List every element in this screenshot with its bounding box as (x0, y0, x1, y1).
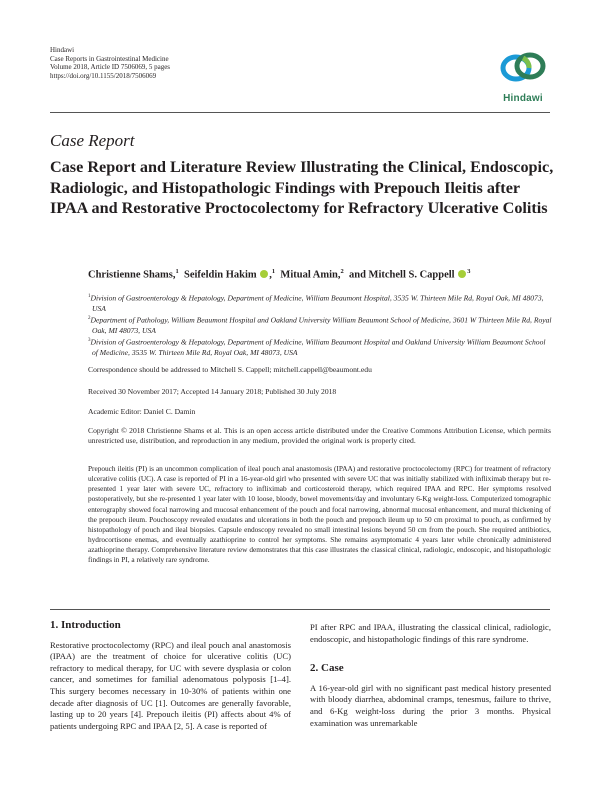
author-list (88, 268, 470, 281)
abstract-divider (50, 609, 550, 610)
affiliation (88, 292, 553, 314)
hindawi-logo[interactable] (497, 47, 549, 105)
volume-line: Volume 2018, Article ID 7506069, 5 pages (50, 63, 171, 72)
right-column (310, 622, 551, 729)
author-sup: 2 (340, 268, 344, 275)
dates: Received 30 November 2017; Accepted 14 January 2018; Published 30 July 2018 (88, 387, 337, 396)
abstract: Prepouch ileitis (PI) is an uncommon complication of ileal pouch anal anastomosis (IPAA) and restorative proctocolectomy (RPC) for treatment of refractory ulcerative colitis (UC). A case is reported of PI in a 16-year-old girl who presented with severe UC that was initially stabilized with infliximab therapy but re-presented 1 year later with severe UC, refractory to infliximab and corticosteroid therapy, which required IPAA and RPC. Her symptoms resolved postoperatively, but she re-presented 1 year later with 10 loose, bloody, bowel movements/day and involuntary 6-Kg weight-loss. Computerized tomographic enterography showed focal narrowing and mucosal enhancement of the pouch and focal narrowing, abnormal mucosal enhancement, and mural thickening of the prepouch ileum. Pouchoscopy revealed exudates and ulcerations in both the pouch and prepouch ileum up to 50 cm proximal to pouch, as confirmed by histopathology of pouch and ileal biopsies. Capsule endoscopy revealed no small intestinal lesions beyond 50 cm from the pouch. She required antibiotics, hydrocortisone enemas, and eventually azathioprine to control her symptoms. She remains asymptomatic 4 years later while chronically administered azathioprine therapy. Comprehensive literature review demonstrates that this case illustrates the classical clinical, radiologic, endoscopic, and histopathologic findings in PI, a relatively rare syndrome. (88, 464, 551, 565)
copyright-notice: Copyright © 2018 Christienne Shams et al. This is an open access article distributed under the Creative Commons Attribution License, which permits unrestricted use, distribution, and reproduction in any medium, provided the original work is properly cited. (88, 426, 551, 446)
publisher-name: Hindawi (50, 46, 75, 54)
academic-editor: Academic Editor: Daniel C. Damin (88, 407, 196, 416)
affiliation (88, 314, 553, 336)
journal-name: Case Reports in Gastrointestinal Medicine (50, 54, 169, 63)
orcid-icon[interactable] (458, 270, 466, 278)
paragraph: PI after RPC and IPAA, illustrating the classical clinical, radiologic, endoscopic, and histopathologic findings of this rare syndrome. (310, 622, 551, 644)
section-heading: 2. Case (310, 662, 344, 675)
logo-wordmark: Hindawi (503, 93, 543, 104)
article-title: Case Report and Literature Review Illustrating the Clinical, Endoscopic, Radiologic, and Histopathologic Findings with Prepouch Ileitis after IPAA and Restorative Proctocolectomy for Refractory Ulcerative Colitis (50, 158, 554, 217)
article-type: Case Report (50, 131, 135, 150)
author-sup: 1 (175, 268, 179, 275)
paragraph: A 16-year-old girl with no significant past medical history presented with bloody diarrhea, abdominal cramps, tenesmus, failure to thrive, and 6-Kg weight-loss during the prior 3 months. Physical examination was unremarkable (310, 682, 551, 728)
section-heading: 1. Introduction (50, 619, 121, 631)
orcid-icon[interactable] (260, 270, 268, 278)
paragraph: Restorative proctocolectomy (RPC) and ileal pouch anal anastomosis (IPAA) are the treatment of choice for ulcerative colitis (UC) refractory to medical therapy, for UC with severe dysplasia or colon cancer, and sometimes for familial adenomatous polyposis [1–4]. This surgery becomes necessary in 10-30% of patients within one decade after diagnosis of UC [1]. Outcomes are generally favorable, lasting up to 20 years [4]. Prepouch ileitis (PI) affects about 4% of patients undergoing RPC and IPAA [2, 5]. A case is reported of (50, 639, 291, 731)
affiliation-text: Division of Gastroenterology & Hepatology, Department of Medicine, William Beaumont Hospital, 3535 W. Thirteen Mile Rd, Royal Oak, MI 48073, USA (90, 293, 544, 313)
author-name[interactable]: Mitual Amin, (280, 269, 341, 281)
affiliation-number: 2 (88, 316, 91, 322)
hindawi-logo-icon (497, 47, 549, 87)
affiliation-number: 1 (88, 294, 91, 299)
author-separator: , (269, 269, 272, 281)
author-sup: 3 (467, 268, 471, 275)
affiliation-number: 3 (88, 338, 91, 344)
affiliations (88, 292, 553, 358)
author-name[interactable]: Christienne Shams, (88, 269, 176, 281)
journal-info (50, 46, 170, 80)
author-name[interactable]: and Mitchell S. Cappell (349, 269, 455, 281)
author-sup: 1 (271, 268, 276, 275)
affiliation-text: Division of Gastroenterology & Hepatology, Department of Medicine, William Beaumont Hospital and Oakland University William Beaumont School of Medicine, 3535 W. Thirteen Mile Rd, Royal Oak, MI 48073, USA (90, 337, 546, 358)
left-column (50, 620, 291, 732)
author-name[interactable]: Seifeldin Hakim (184, 269, 257, 281)
doi-link[interactable]: https://doi.org/10.1155/2018/7506069 (50, 71, 157, 80)
header-divider (50, 112, 550, 113)
correspondence: Correspondence should be addressed to Mitchell S. Cappell; mitchell.cappell@beaumont.edu (88, 365, 372, 374)
affiliation-text: Department of Pathology, William Beaumont Hospital and Oakland University William Beaumont School of Medicine, 3601 W Thirteen Mile Rd, Royal Oak, MI 48073, USA (90, 315, 552, 335)
affiliation (88, 336, 553, 358)
